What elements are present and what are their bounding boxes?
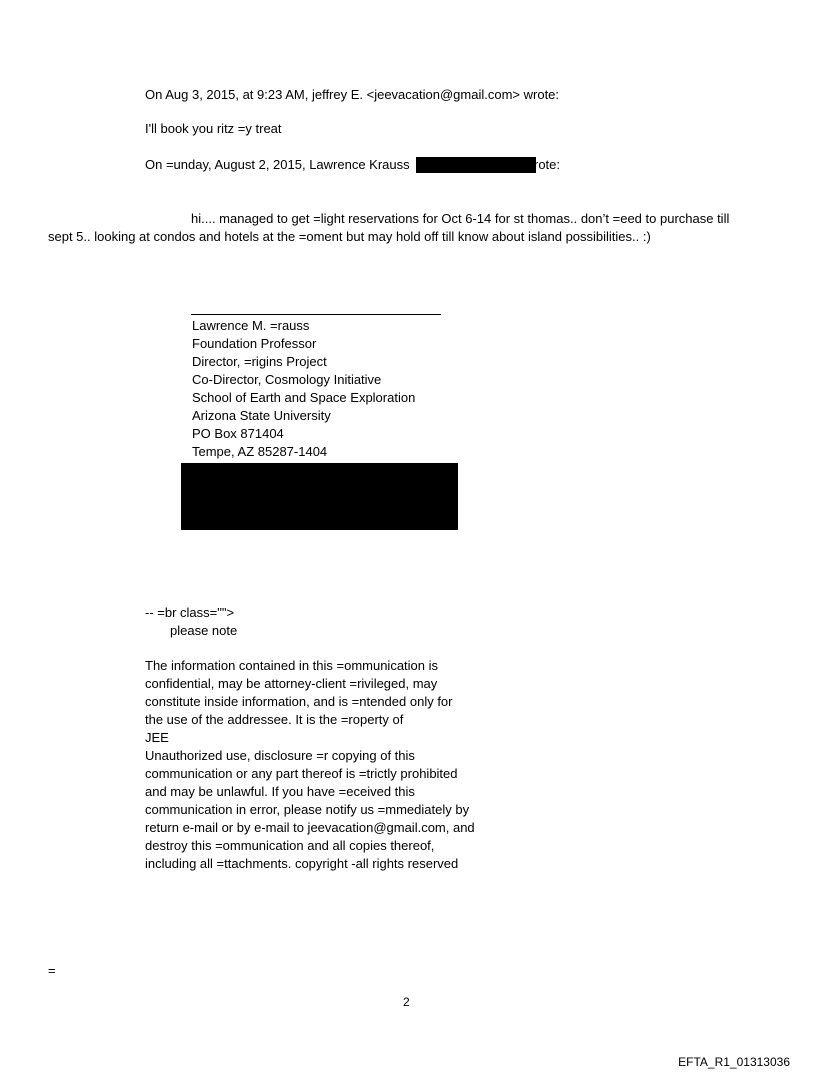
disclaimer-line: JEE — [145, 730, 169, 745]
disclaimer-line: the use of the addressee. It is the =roperty of — [145, 712, 404, 727]
disclaimer-line: The information contained in this =ommunication is — [145, 658, 439, 673]
disclaimer-line: destroy this =ommunication and all copies thereof, — [145, 838, 435, 853]
disclaimer-block — [145, 657, 475, 873]
disclaimer-line: including all =ttachments. copyright -all rights reserved — [145, 856, 459, 871]
signature-line: Lawrence M. =rauss — [192, 318, 310, 333]
signature-line: Foundation Professor — [192, 336, 317, 351]
signature-line: Tempe, AZ 85287-1404 — [192, 444, 328, 459]
trailing-char: = — [48, 963, 56, 978]
quoted-header-line — [145, 157, 410, 173]
page-number: 2 — [403, 995, 410, 1009]
signature-separator: -- =br class=""> — [145, 605, 235, 620]
redaction-block — [181, 463, 458, 530]
message-body-line-2: sept 5.. looking at condos and hotels at the =oment but may hold off till know about island possibilities.. :) — [48, 229, 651, 244]
signature-line: School of Earth and Space Exploration — [192, 390, 416, 405]
signature-line: PO Box 871404 — [192, 426, 284, 441]
signature-divider — [191, 314, 441, 315]
document-id: EFTA_R1_01313036 — [678, 1055, 790, 1069]
reply-text: I'll book you ritz =y treat — [145, 121, 282, 136]
signature-line: Director, =rigins Project — [192, 354, 327, 369]
disclaimer-line: and may be unlawful. If you have =eceived this — [145, 784, 415, 799]
message-body-line-1: hi.... managed to get =light reservations for Oct 6-14 for st thomas.. don’t =eed to purchase till — [191, 211, 730, 226]
disclaimer-line: constitute inside information, and is =ntended only for — [145, 694, 453, 709]
signature-block — [192, 317, 415, 461]
email-header-line: On Aug 3, 2015, at 9:23 AM, jeffrey E. <jeevacation@gmail.com> wrote: — [145, 87, 560, 102]
note-label: please note — [170, 623, 238, 638]
signature-line: Arizona State University — [192, 408, 331, 423]
quoted-header-suffix: rote: — [534, 157, 561, 172]
signature-line: Co-Director, Cosmology Initiative — [192, 372, 382, 387]
disclaimer-line: communication in error, please notify us =mmediately by — [145, 802, 470, 817]
disclaimer-line: communication or any part thereof is =trictly prohibited — [145, 766, 458, 781]
disclaimer-line: confidential, may be attorney-client =rivileged, may — [145, 676, 438, 691]
quoted-header-prefix: On =unday, August 2, 2015, Lawrence Krauss — [145, 157, 410, 172]
disclaimer-line: Unauthorized use, disclosure =r copying of this — [145, 748, 415, 763]
disclaimer-line: return e-mail or by e-mail to jeevacation@gmail.com, and — [145, 820, 475, 835]
redaction-bar — [416, 157, 536, 173]
